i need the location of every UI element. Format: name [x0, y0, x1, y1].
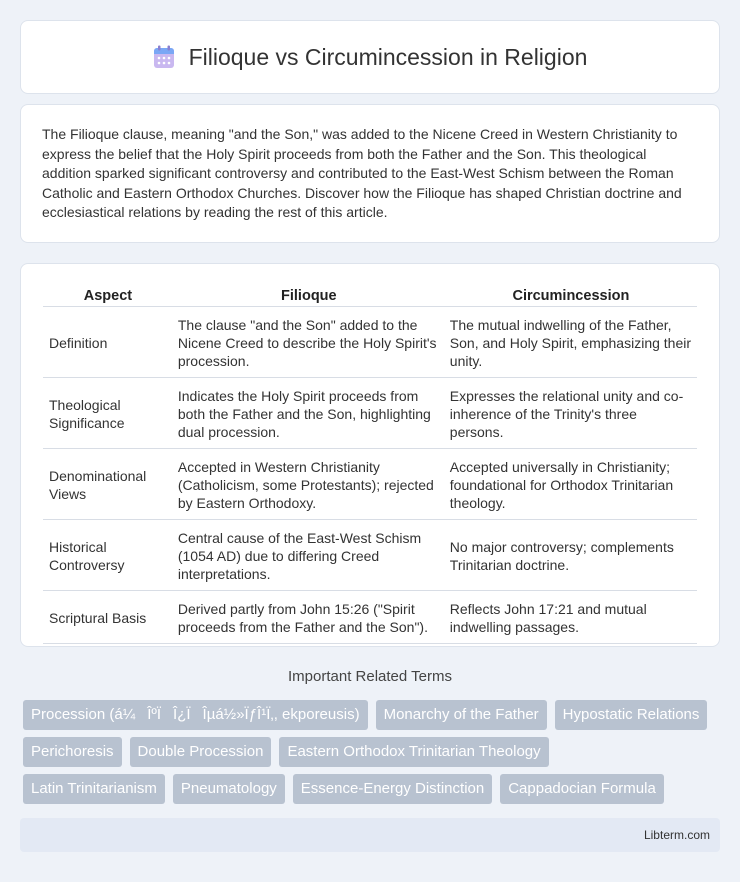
row-filioque: Accepted in Western Christianity (Catholicism, some Protestants); rejected by Eastern Orthodoxy.: [173, 449, 445, 520]
row-circumincession: Accepted universally in Christianity; foundational for Orthodox Trinitarian theology.: [445, 449, 697, 520]
intro-text: The Filioque clause, meaning "and the Son," was added to the Nicene Creed in Western Christianity to express the belief that the Holy Spirit proceeds from both the Father and the Son. This theological addition sparked significant controversy and contributed to the East-West Schism between the Roman Catholic and Eastern Orthodox Churches. Discover how the Filioque has shaped Christian doctrine and ecclesiastical relations by reading the rest of this article.: [42, 126, 682, 221]
comparison-table: [43, 284, 697, 644]
tag-double-procession[interactable]: Double Procession: [130, 737, 272, 767]
row-circumincession: Expresses the relational unity and co-inherence of the Trinity's three persons.: [445, 378, 697, 449]
row-circumincession: The mutual indwelling of the Father, Son, and Holy Spirit, emphasizing their unity.: [445, 307, 697, 378]
header-aspect: Aspect: [43, 284, 173, 307]
table-row: [43, 520, 697, 591]
page-title: Filioque vs Circumincession in Religion: [188, 43, 588, 70]
tag-perichoresis[interactable]: Perichoresis: [23, 737, 122, 767]
row-filioque: The clause "and the Son" added to the Nicene Creed to describe the Holy Spirit's procession.: [173, 307, 445, 378]
footer-brand-link[interactable]: Libterm.com: [643, 828, 710, 842]
related-terms-title: Important Related Terms: [288, 668, 452, 685]
header-circumincession: Circumincession: [445, 284, 697, 307]
table-header-row: [43, 284, 697, 307]
table-row: [43, 307, 697, 378]
row-circumincession: Reflects John 17:21 and mutual indwelling passages.: [445, 591, 697, 644]
tag-latin-trinitarianism[interactable]: Latin Trinitarianism: [23, 774, 165, 804]
row-aspect: Denominational Views: [43, 449, 173, 520]
tag-pneumatology[interactable]: Pneumatology: [173, 774, 285, 804]
calendar-icon: [153, 45, 175, 69]
header-filioque: Filioque: [173, 284, 445, 307]
row-circumincession: No major controversy; complements Trinitarian doctrine.: [445, 520, 697, 591]
intro-card: [20, 104, 720, 243]
table-row: [43, 591, 697, 644]
related-terms: [23, 700, 723, 811]
tag-monarchy-of-the-father[interactable]: Monarchy of the Father: [376, 700, 547, 730]
tag-row: [23, 737, 723, 767]
tag-cappadocian-formula[interactable]: Cappadocian Formula: [500, 774, 664, 804]
tag-row: [23, 700, 723, 730]
row-filioque: Central cause of the East-West Schism (1054 AD) due to differing Creed interpretations.: [173, 520, 445, 591]
title-card: [20, 20, 720, 94]
table-row: [43, 449, 697, 520]
footer: [20, 818, 720, 852]
row-filioque: Indicates the Holy Spirit proceeds from both the Father and the Son, highlighting dual procession.: [173, 378, 445, 449]
row-filioque: Derived partly from John 15:26 ("Spirit proceeds from the Father and the Son").: [173, 591, 445, 644]
row-aspect: Theological Significance: [43, 378, 173, 449]
table-row: [43, 378, 697, 449]
row-aspect: Historical Controversy: [43, 520, 173, 591]
tag-procession[interactable]: Procession (á¼ÎºÏÎ¿ÏÎµá½»ÏƒÎ¹Ï‚, ekporeusis): [23, 700, 368, 730]
tag-eastern-orthodox-trinitarian-theology[interactable]: Eastern Orthodox Trinitarian Theology: [279, 737, 548, 767]
comparison-table-card: [20, 263, 720, 647]
row-aspect: Scriptural Basis: [43, 591, 173, 644]
tag-hypostatic-relations[interactable]: Hypostatic Relations: [555, 700, 708, 730]
tag-row: [23, 774, 723, 804]
tag-essence-energy-distinction[interactable]: Essence-Energy Distinction: [293, 774, 492, 804]
row-aspect: Definition: [43, 307, 173, 378]
